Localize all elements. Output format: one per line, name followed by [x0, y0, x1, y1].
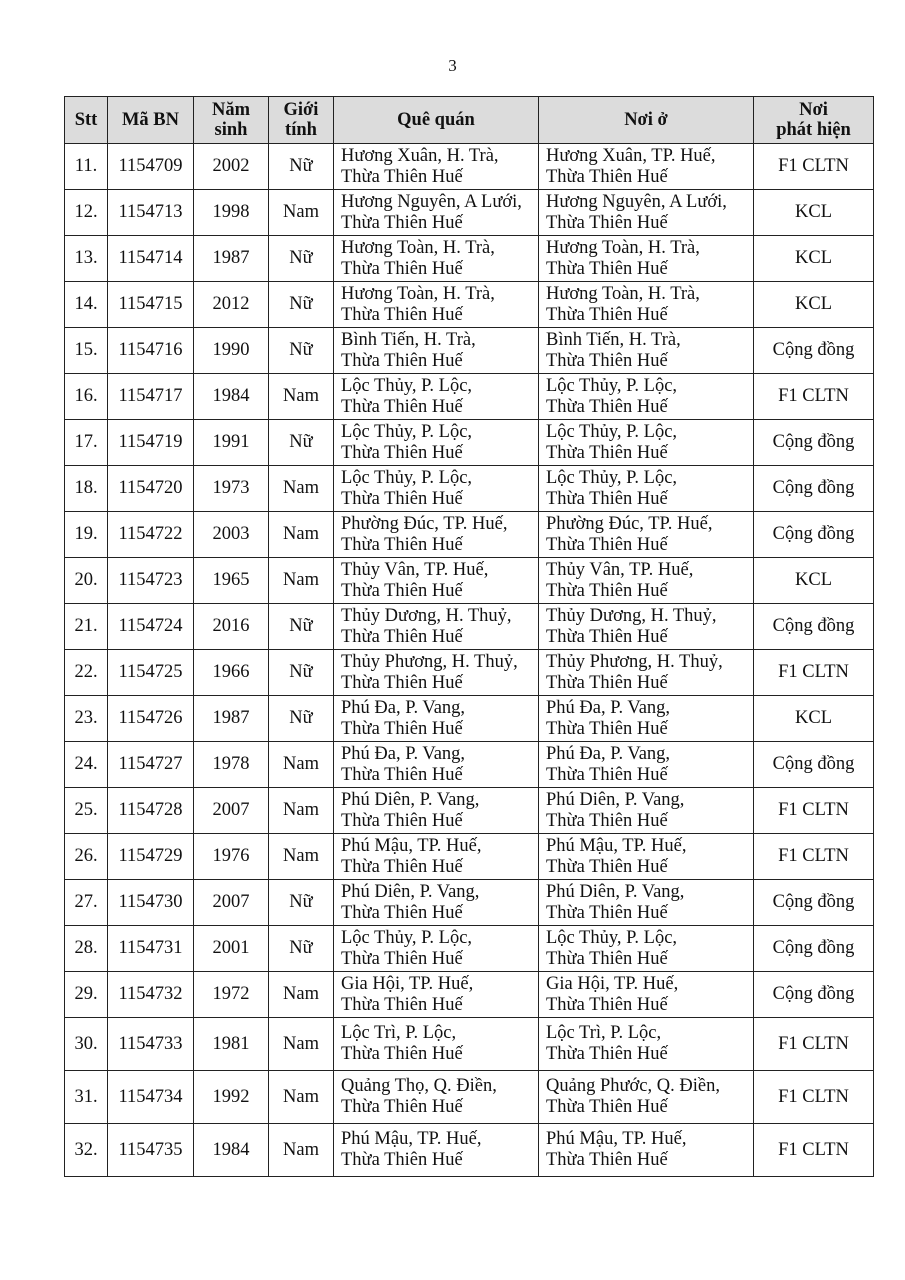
- cell-noi-o-line: Thừa Thiên Huế: [546, 350, 668, 371]
- cell-noi-phat-hien: KCL: [754, 696, 874, 742]
- cell-gioi-tinh: Nữ: [269, 420, 334, 466]
- cell-noi-phat-hien: F1 CLTN: [754, 834, 874, 880]
- cell-que-quan-line: Hương Toàn, H. Trà,: [341, 237, 495, 258]
- cell-que-quan-line: Thừa Thiên Huế: [341, 948, 463, 969]
- table-row: [65, 788, 874, 834]
- cell-noi-o: [539, 696, 754, 742]
- cell-que-quan: [334, 788, 539, 834]
- cell-noi-phat-hien: F1 CLTN: [754, 1071, 874, 1124]
- cell-que-quan-line: Lộc Thủy, P. Lộc,: [341, 421, 473, 442]
- cell-noi-phat-hien: F1 CLTN: [754, 1124, 874, 1177]
- cell-noi-o-line: Gia Hội, TP. Huế,: [546, 973, 679, 994]
- cell-que-quan: [334, 236, 539, 282]
- cell-noi-o-line: Thừa Thiên Huế: [546, 580, 668, 601]
- cell-ma-bn: 1154731: [108, 926, 194, 972]
- cell-gioi-tinh: Nữ: [269, 696, 334, 742]
- cell-ma-bn: 1154734: [108, 1071, 194, 1124]
- cell-gioi-tinh: Nam: [269, 972, 334, 1018]
- cell-noi-o-line: Thủy Phương, H. Thuỷ,: [546, 651, 723, 672]
- header-noi-o: Nơi ở: [539, 97, 754, 144]
- cell-stt: 11.: [65, 144, 108, 190]
- cell-nam-sinh: 2003: [194, 512, 269, 558]
- table-row: [65, 926, 874, 972]
- cell-noi-o-line: Thừa Thiên Huế: [546, 718, 668, 739]
- cell-noi-o-line: Thừa Thiên Huế: [546, 626, 668, 647]
- header-que-quan: Quê quán: [334, 97, 539, 144]
- cell-nam-sinh: 1987: [194, 696, 269, 742]
- header-nam-sinh-line1: Năm: [211, 100, 251, 120]
- cell-noi-o-line: Thừa Thiên Huế: [546, 856, 668, 877]
- cell-gioi-tinh: Nữ: [269, 880, 334, 926]
- cell-ma-bn: 1154728: [108, 788, 194, 834]
- cell-stt: 25.: [65, 788, 108, 834]
- cell-noi-o-line: Thủy Dương, H. Thuỷ,: [546, 605, 717, 626]
- cell-noi-phat-hien: Cộng đồng: [754, 466, 874, 512]
- cell-noi-o: [539, 558, 754, 604]
- cell-noi-o: [539, 328, 754, 374]
- cell-noi-phat-hien: KCL: [754, 190, 874, 236]
- cell-que-quan-line: Lộc Thủy, P. Lộc,: [341, 927, 473, 948]
- cell-que-quan-line: Phường Đúc, TP. Huế,: [341, 513, 508, 534]
- cell-stt: 17.: [65, 420, 108, 466]
- table-row: [65, 1124, 874, 1177]
- cell-noi-o: [539, 788, 754, 834]
- cell-gioi-tinh: Nữ: [269, 926, 334, 972]
- cell-que-quan-line: Hương Nguyên, A Lưới,: [341, 191, 522, 212]
- cell-noi-o: [539, 282, 754, 328]
- cell-noi-o-line: Lộc Thủy, P. Lộc,: [546, 927, 678, 948]
- cell-que-quan: [334, 328, 539, 374]
- cell-que-quan: [334, 420, 539, 466]
- cell-que-quan-line: Thừa Thiên Huế: [341, 166, 463, 187]
- header-ma-bn: Mã BN: [108, 97, 194, 144]
- page-number: 3: [448, 56, 457, 75]
- table-row: [65, 604, 874, 650]
- cell-noi-o: [539, 512, 754, 558]
- cell-que-quan-line: Thừa Thiên Huế: [341, 902, 463, 923]
- cell-noi-o: [539, 374, 754, 420]
- cell-stt: 12.: [65, 190, 108, 236]
- cell-noi-o: [539, 1124, 754, 1177]
- cell-ma-bn: 1154724: [108, 604, 194, 650]
- cell-que-quan-line: Thừa Thiên Huế: [341, 1097, 463, 1117]
- cell-nam-sinh: 1984: [194, 1124, 269, 1177]
- cell-noi-o: [539, 144, 754, 190]
- table-row: [65, 972, 874, 1018]
- cell-stt: 23.: [65, 696, 108, 742]
- cell-stt: 24.: [65, 742, 108, 788]
- cell-que-quan-line: Thừa Thiên Huế: [341, 626, 463, 647]
- cell-noi-o-line: Lộc Thủy, P. Lộc,: [546, 375, 678, 396]
- cell-que-quan: [334, 880, 539, 926]
- cell-gioi-tinh: Nam: [269, 1018, 334, 1071]
- cell-stt: 30.: [65, 1018, 108, 1071]
- cell-noi-phat-hien: Cộng đồng: [754, 420, 874, 466]
- cell-ma-bn: 1154729: [108, 834, 194, 880]
- cell-nam-sinh: 1990: [194, 328, 269, 374]
- cell-que-quan-line: Thừa Thiên Huế: [341, 718, 463, 739]
- cell-que-quan: [334, 282, 539, 328]
- cell-noi-phat-hien: F1 CLTN: [754, 144, 874, 190]
- cell-que-quan-line: Thừa Thiên Huế: [341, 1044, 463, 1064]
- cell-que-quan: [334, 190, 539, 236]
- cell-noi-o-line: Thừa Thiên Huế: [546, 304, 668, 325]
- cell-noi-o: [539, 604, 754, 650]
- cell-que-quan-line: Thừa Thiên Huế: [341, 350, 463, 371]
- cell-noi-phat-hien: Cộng đồng: [754, 880, 874, 926]
- table-body: [65, 144, 874, 1177]
- cell-noi-o-line: Thừa Thiên Huế: [546, 994, 668, 1015]
- table-row: [65, 190, 874, 236]
- table-row: [65, 696, 874, 742]
- cell-ma-bn: 1154713: [108, 190, 194, 236]
- cell-nam-sinh: 1965: [194, 558, 269, 604]
- cell-que-quan: [334, 466, 539, 512]
- table-row: [65, 650, 874, 696]
- cell-noi-o-line: Hương Toàn, H. Trà,: [546, 283, 700, 304]
- cell-noi-o-line: Thừa Thiên Huế: [546, 902, 668, 923]
- cell-que-quan-line: Phú Mậu, TP. Huế,: [341, 1129, 482, 1149]
- cell-ma-bn: 1154733: [108, 1018, 194, 1071]
- cell-que-quan-line: Thừa Thiên Huế: [341, 764, 463, 785]
- cell-nam-sinh: 1972: [194, 972, 269, 1018]
- cell-ma-bn: 1154720: [108, 466, 194, 512]
- table-row: [65, 1071, 874, 1124]
- cell-noi-o-line: Hương Xuân, TP. Huế,: [546, 145, 716, 166]
- cell-que-quan-line: Phú Mậu, TP. Huế,: [341, 835, 482, 856]
- cell-noi-phat-hien: Cộng đồng: [754, 972, 874, 1018]
- cell-stt: 19.: [65, 512, 108, 558]
- cell-que-quan: [334, 1124, 539, 1177]
- cell-ma-bn: 1154716: [108, 328, 194, 374]
- cell-que-quan-line: Thừa Thiên Huế: [341, 304, 463, 325]
- cell-stt: 21.: [65, 604, 108, 650]
- cell-nam-sinh: 2002: [194, 144, 269, 190]
- header-gioi-tinh-line1: Giới: [283, 100, 319, 120]
- cell-que-quan-line: Thừa Thiên Huế: [341, 856, 463, 877]
- cell-que-quan-line: Thừa Thiên Huế: [341, 580, 463, 601]
- cell-nam-sinh: 1966: [194, 650, 269, 696]
- cell-nam-sinh: 1991: [194, 420, 269, 466]
- cell-gioi-tinh: Nam: [269, 1124, 334, 1177]
- table-row: [65, 880, 874, 926]
- cell-gioi-tinh: Nam: [269, 374, 334, 420]
- cell-stt: 18.: [65, 466, 108, 512]
- cell-stt: 32.: [65, 1124, 108, 1177]
- cell-noi-phat-hien: KCL: [754, 236, 874, 282]
- cell-nam-sinh: 1987: [194, 236, 269, 282]
- cell-que-quan: [334, 742, 539, 788]
- cell-noi-o: [539, 972, 754, 1018]
- cell-noi-o-line: Thừa Thiên Huế: [546, 1150, 668, 1170]
- cell-stt: 22.: [65, 650, 108, 696]
- cell-noi-o: [539, 926, 754, 972]
- cell-noi-o-line: Phú Đa, P. Vang,: [546, 743, 671, 764]
- cell-que-quan-line: Phú Diên, P. Vang,: [341, 881, 480, 902]
- cell-que-quan: [334, 144, 539, 190]
- cell-noi-o-line: Phú Mậu, TP. Huế,: [546, 1129, 687, 1149]
- cell-nam-sinh: 2016: [194, 604, 269, 650]
- cell-que-quan-line: Thừa Thiên Huế: [341, 1150, 463, 1170]
- cell-ma-bn: 1154715: [108, 282, 194, 328]
- cell-gioi-tinh: Nữ: [269, 144, 334, 190]
- cell-noi-o-line: Thừa Thiên Huế: [546, 488, 668, 509]
- cell-noi-o-line: Thừa Thiên Huế: [546, 1097, 668, 1117]
- cell-noi-o-line: Phú Diên, P. Vang,: [546, 881, 685, 902]
- cell-que-quan-line: Thủy Phương, H. Thuỷ,: [341, 651, 518, 672]
- cell-que-quan-line: Lộc Trì, P. Lộc,: [341, 1023, 457, 1043]
- cell-nam-sinh: 1992: [194, 1071, 269, 1124]
- cell-stt: 26.: [65, 834, 108, 880]
- cell-nam-sinh: 2007: [194, 880, 269, 926]
- table-row: [65, 834, 874, 880]
- header-noi-phat-hien-line2: phát hiện: [776, 120, 851, 140]
- cell-ma-bn: 1154714: [108, 236, 194, 282]
- cell-nam-sinh: 2001: [194, 926, 269, 972]
- cell-que-quan-line: Thừa Thiên Huế: [341, 488, 463, 509]
- cell-que-quan-line: Lộc Thủy, P. Lộc,: [341, 375, 473, 396]
- cell-gioi-tinh: Nam: [269, 558, 334, 604]
- cell-noi-phat-hien: Cộng đồng: [754, 742, 874, 788]
- cell-noi-o: [539, 880, 754, 926]
- cell-noi-phat-hien: F1 CLTN: [754, 374, 874, 420]
- cell-que-quan-line: Thừa Thiên Huế: [341, 396, 463, 417]
- cell-ma-bn: 1154722: [108, 512, 194, 558]
- cell-noi-o-line: Thừa Thiên Huế: [546, 166, 668, 187]
- cell-noi-o-line: Quảng Phước, Q. Điền,: [546, 1076, 720, 1096]
- table-row: [65, 558, 874, 604]
- table-row: [65, 144, 874, 190]
- cell-nam-sinh: 1978: [194, 742, 269, 788]
- cell-stt: 16.: [65, 374, 108, 420]
- cell-que-quan-line: Hương Toàn, H. Trà,: [341, 283, 495, 304]
- cell-ma-bn: 1154732: [108, 972, 194, 1018]
- cell-que-quan-line: Thủy Vân, TP. Huế,: [341, 559, 489, 580]
- header-noi-phat-hien: [754, 97, 874, 144]
- cell-que-quan-line: Thừa Thiên Huế: [341, 258, 463, 279]
- cell-que-quan-line: Thừa Thiên Huế: [341, 442, 463, 463]
- header-nam-sinh-line2: sinh: [214, 120, 248, 140]
- cell-que-quan: [334, 604, 539, 650]
- cell-gioi-tinh: Nam: [269, 190, 334, 236]
- cell-noi-o-line: Lộc Trì, P. Lộc,: [546, 1023, 662, 1043]
- cell-noi-o-line: Phú Mậu, TP. Huế,: [546, 835, 687, 856]
- cell-gioi-tinh: Nam: [269, 466, 334, 512]
- cell-noi-phat-hien: Cộng đồng: [754, 328, 874, 374]
- cell-noi-o-line: Phú Diên, P. Vang,: [546, 789, 685, 810]
- table-row: [65, 328, 874, 374]
- cell-que-quan: [334, 650, 539, 696]
- cell-gioi-tinh: Nam: [269, 834, 334, 880]
- cell-noi-o-line: Thừa Thiên Huế: [546, 534, 668, 555]
- cell-gioi-tinh: Nữ: [269, 604, 334, 650]
- cell-noi-phat-hien: F1 CLTN: [754, 650, 874, 696]
- cell-noi-o-line: Lộc Thủy, P. Lộc,: [546, 421, 678, 442]
- cell-noi-o: [539, 466, 754, 512]
- cell-ma-bn: 1154727: [108, 742, 194, 788]
- cell-que-quan: [334, 374, 539, 420]
- table-row: [65, 236, 874, 282]
- cell-noi-o: [539, 742, 754, 788]
- cell-gioi-tinh: Nữ: [269, 282, 334, 328]
- cell-gioi-tinh: Nam: [269, 788, 334, 834]
- cell-ma-bn: 1154717: [108, 374, 194, 420]
- cell-que-quan-line: Lộc Thủy, P. Lộc,: [341, 467, 473, 488]
- table-row: [65, 512, 874, 558]
- cell-noi-phat-hien: Cộng đồng: [754, 604, 874, 650]
- cell-ma-bn: 1154726: [108, 696, 194, 742]
- cell-noi-o-line: Thừa Thiên Huế: [546, 948, 668, 969]
- cell-noi-phat-hien: Cộng đồng: [754, 512, 874, 558]
- cell-que-quan-line: Thừa Thiên Huế: [341, 810, 463, 831]
- cell-ma-bn: 1154723: [108, 558, 194, 604]
- cell-que-quan-line: Quảng Thọ, Q. Điền,: [341, 1076, 497, 1096]
- cell-que-quan-line: Thừa Thiên Huế: [341, 994, 463, 1015]
- cell-noi-o-line: Thừa Thiên Huế: [546, 258, 668, 279]
- cell-que-quan-line: Phú Diên, P. Vang,: [341, 789, 480, 810]
- header-stt: Stt: [65, 97, 108, 144]
- cell-que-quan-line: Phú Đa, P. Vang,: [341, 743, 466, 764]
- cell-stt: 27.: [65, 880, 108, 926]
- cell-nam-sinh: 1984: [194, 374, 269, 420]
- table-row: [65, 420, 874, 466]
- cell-noi-o: [539, 190, 754, 236]
- cell-que-quan-line: Phú Đa, P. Vang,: [341, 697, 466, 718]
- cell-ma-bn: 1154709: [108, 144, 194, 190]
- cell-que-quan: [334, 1071, 539, 1124]
- cell-noi-o-line: Phú Đa, P. Vang,: [546, 697, 671, 718]
- table-row: [65, 466, 874, 512]
- cell-noi-o-line: Thừa Thiên Huế: [546, 212, 668, 233]
- cell-noi-phat-hien: F1 CLTN: [754, 788, 874, 834]
- cell-nam-sinh: 2007: [194, 788, 269, 834]
- cell-gioi-tinh: Nữ: [269, 236, 334, 282]
- cell-stt: 14.: [65, 282, 108, 328]
- cell-noi-o-line: Hương Nguyên, A Lưới,: [546, 191, 727, 212]
- cell-noi-o-line: Lộc Thủy, P. Lộc,: [546, 467, 678, 488]
- cell-ma-bn: 1154719: [108, 420, 194, 466]
- cell-noi-o-line: Bình Tiến, H. Trà,: [546, 329, 681, 350]
- cell-noi-o-line: Thừa Thiên Huế: [546, 672, 668, 693]
- cell-que-quan-line: Hương Xuân, H. Trà,: [341, 145, 499, 166]
- cell-noi-o-line: Thừa Thiên Huế: [546, 396, 668, 417]
- cell-stt: 29.: [65, 972, 108, 1018]
- cell-noi-o-line: Phường Đúc, TP. Huế,: [546, 513, 713, 534]
- cell-gioi-tinh: Nam: [269, 512, 334, 558]
- cell-nam-sinh: 2012: [194, 282, 269, 328]
- cell-gioi-tinh: Nam: [269, 1071, 334, 1124]
- cell-gioi-tinh: Nữ: [269, 650, 334, 696]
- cell-ma-bn: 1154730: [108, 880, 194, 926]
- cell-que-quan: [334, 834, 539, 880]
- cell-noi-o-line: Thừa Thiên Huế: [546, 764, 668, 785]
- cell-gioi-tinh: Nam: [269, 742, 334, 788]
- cell-noi-o: [539, 1071, 754, 1124]
- cell-que-quan-line: Bình Tiến, H. Trà,: [341, 329, 476, 350]
- header-nam-sinh: [194, 97, 269, 144]
- header-noi-phat-hien-line1: Nơi: [799, 100, 828, 120]
- cell-noi-phat-hien: KCL: [754, 282, 874, 328]
- cell-stt: 20.: [65, 558, 108, 604]
- cell-noi-o: [539, 420, 754, 466]
- cell-que-quan: [334, 972, 539, 1018]
- header-gioi-tinh: [269, 97, 334, 144]
- cell-que-quan-line: Thừa Thiên Huế: [341, 212, 463, 233]
- cell-que-quan: [334, 1018, 539, 1071]
- cell-noi-o-line: Thừa Thiên Huế: [546, 442, 668, 463]
- cell-que-quan-line: Thừa Thiên Huế: [341, 534, 463, 555]
- cell-noi-o-line: Thừa Thiên Huế: [546, 810, 668, 831]
- cell-nam-sinh: 1973: [194, 466, 269, 512]
- cell-noi-phat-hien: KCL: [754, 558, 874, 604]
- cell-noi-o-line: Thừa Thiên Huế: [546, 1044, 668, 1064]
- cell-noi-o: [539, 834, 754, 880]
- cell-noi-o: [539, 1018, 754, 1071]
- cell-que-quan: [334, 926, 539, 972]
- cell-nam-sinh: 1981: [194, 1018, 269, 1071]
- cell-ma-bn: 1154725: [108, 650, 194, 696]
- table-row: [65, 374, 874, 420]
- cell-stt: 15.: [65, 328, 108, 374]
- cell-que-quan-line: Thừa Thiên Huế: [341, 672, 463, 693]
- cell-que-quan: [334, 558, 539, 604]
- cell-noi-o-line: Thủy Vân, TP. Huế,: [546, 559, 694, 580]
- cell-ma-bn: 1154735: [108, 1124, 194, 1177]
- header-gioi-tinh-line2: tính: [285, 120, 317, 140]
- cell-noi-o: [539, 650, 754, 696]
- cell-stt: 31.: [65, 1071, 108, 1124]
- cell-stt: 28.: [65, 926, 108, 972]
- cell-noi-phat-hien: F1 CLTN: [754, 1018, 874, 1071]
- cell-nam-sinh: 1998: [194, 190, 269, 236]
- table-header-row: [65, 97, 874, 144]
- table-row: [65, 1018, 874, 1071]
- patient-table: [64, 96, 874, 1177]
- cell-que-quan-line: Gia Hội, TP. Huế,: [341, 973, 474, 994]
- table-row: [65, 282, 874, 328]
- cell-noi-o: [539, 236, 754, 282]
- cell-que-quan: [334, 512, 539, 558]
- cell-stt: 13.: [65, 236, 108, 282]
- cell-nam-sinh: 1976: [194, 834, 269, 880]
- cell-noi-o-line: Hương Toàn, H. Trà,: [546, 237, 700, 258]
- cell-noi-phat-hien: Cộng đồng: [754, 926, 874, 972]
- cell-que-quan-line: Thủy Dương, H. Thuỷ,: [341, 605, 512, 626]
- table-row: [65, 742, 874, 788]
- cell-que-quan: [334, 696, 539, 742]
- cell-gioi-tinh: Nữ: [269, 328, 334, 374]
